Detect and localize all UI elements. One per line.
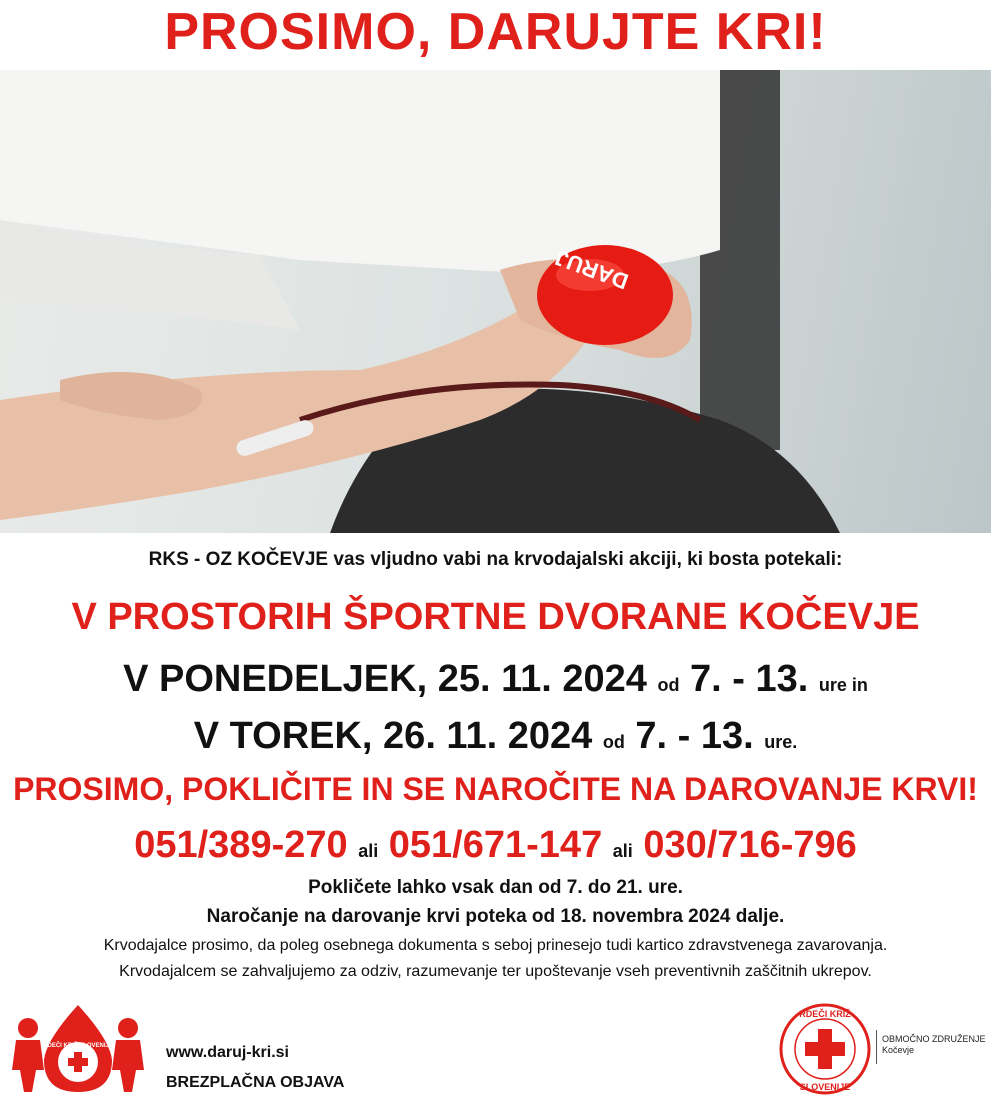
ball-text: DARUJ xyxy=(551,244,632,295)
org-line-2: Kočevje xyxy=(882,1045,915,1055)
location-text: V PROSTORIH ŠPORTNE DVORANE KOČEVJE xyxy=(71,596,920,638)
date-1-od: od xyxy=(657,675,680,695)
call-to-action: PROSIMO, POKLIČITE IN SE NAROČITE NA DAROVANJE KRVI! xyxy=(13,771,978,807)
phone-numbers xyxy=(0,824,991,867)
date-line-1 xyxy=(0,658,991,701)
org-name xyxy=(882,1034,986,1056)
daruj-kri-logo xyxy=(6,1000,151,1095)
date-2-suffix: ure. xyxy=(764,732,798,752)
phone-sep-2: ali xyxy=(612,841,633,861)
info-booking: Naročanje na darovanje krvi poteka od 18. novembra 2024 dalje. xyxy=(206,906,785,927)
blood-donation-photo xyxy=(0,70,991,533)
red-cross-slovenia-logo xyxy=(778,1002,873,1097)
poster-title: PROSIMO, DARUJTE KRI! xyxy=(164,3,827,61)
date-line-2 xyxy=(0,715,991,758)
date-1-day: V PONEDELJEK, 25. 11. 2024 xyxy=(123,658,647,700)
note-documents: Krvodajalce prosimo, da poleg osebnega dokumenta s seboj prinesejo tudi kartico zdravstvenega zavarovanja. xyxy=(103,937,888,954)
phone-2: 051/671-147 xyxy=(388,824,603,866)
date-2-od: od xyxy=(602,732,625,752)
logo-right-bottom-text: SLOVENIJE xyxy=(799,1082,851,1092)
phone-sep-1: ali xyxy=(358,841,379,861)
website-link[interactable]: www.daruj-kri.si xyxy=(166,1044,289,1061)
date-2-hours: 7. - 13. xyxy=(635,715,754,757)
logo-right-top-text: RDEČI KRIŽ xyxy=(799,1009,851,1019)
phone-1: 051/389-270 xyxy=(134,824,348,866)
logo-divider xyxy=(876,1030,877,1064)
org-line-1: OBMOČNO ZDRUŽENJE xyxy=(882,1034,986,1044)
date-1-suffix: ure in xyxy=(818,675,868,695)
phone-3: 030/716-796 xyxy=(643,824,857,866)
note-thanks: Krvodajalcem se zahvaljujemo za odziv, razumevanje ter upoštevanje vseh preventivnih zaščitnih ukrepov. xyxy=(119,963,872,980)
free-notice: BREZPLAČNA OBJAVA xyxy=(166,1074,345,1091)
logo-left-text: RDEČI KRIŽ SLOVENIJE xyxy=(43,1043,113,1049)
info-hours: Pokličete lahko vsak dan od 7. do 21. ure. xyxy=(308,877,683,898)
date-2-day: V TOREK, 26. 11. 2024 xyxy=(193,715,593,757)
intro-text: RKS - OZ KOČEVJE vas vljudno vabi na krvodajalski akciji, ki bosta potekali: xyxy=(148,549,843,570)
photo-illustration xyxy=(0,70,991,533)
date-1-hours: 7. - 13. xyxy=(690,658,809,700)
